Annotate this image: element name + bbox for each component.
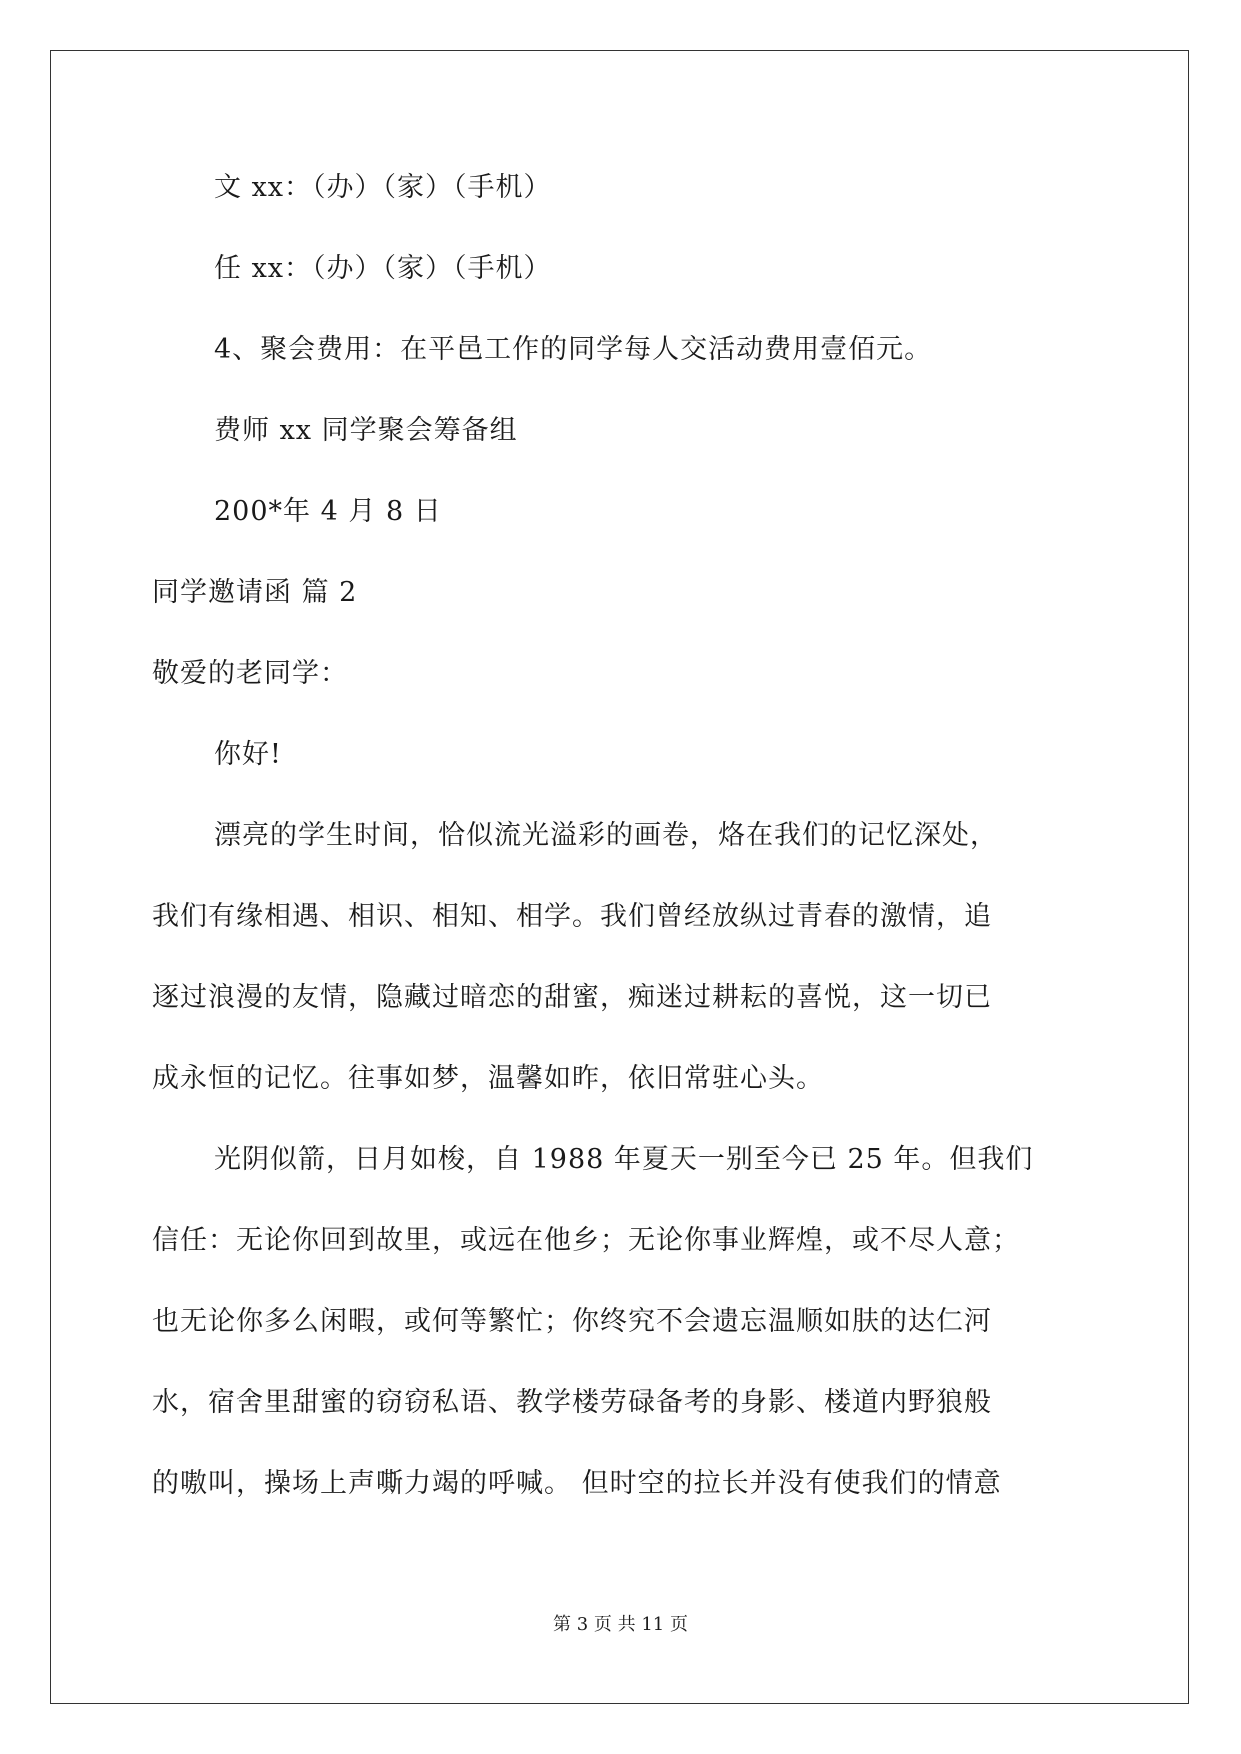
paragraph-line: 也无论你多么闲暇，或何等繁忙；你终究不会遗忘温顺如肤的达仁河 [152,1306,992,1337]
date-line: 200*年 4 月 8 日 [214,496,442,527]
paragraph-line: 我们有缘相遇、相识、相知、相学。我们曾经放纵过青春的激情，追 [152,901,992,932]
paragraph-line: 成永恒的记忆。往事如梦，温馨如昨，依旧常驻心头。 [152,1063,824,1094]
fee-line: 4、聚会费用：在平邑工作的同学每人交活动费用壹佰元。 [214,334,933,365]
section-heading: 同学邀请函 篇 2 [152,577,358,608]
salutation: 敬爱的老同学： [152,658,348,689]
organizer-line: 费师 xx 同学聚会筹备组 [214,415,518,446]
paragraph-line: 的嗷叫，操场上声嘶力竭的呼喊。 但时空的拉长并没有使我们的情意 [152,1468,1002,1499]
paragraph-line: 信任：无论你回到故里，或远在他乡；无论你事业辉煌，或不尽人意； [152,1225,1020,1256]
greeting: 你好! [214,739,282,770]
paragraph-line: 水，宿舍里甜蜜的窃窃私语、教学楼劳碌备考的身影、楼道内野狼般 [152,1387,992,1418]
paragraph-line: 逐过浪漫的友情，隐藏过暗恋的甜蜜，痴迷过耕耘的喜悦，这一切已 [152,982,992,1013]
paragraph-line: 漂亮的学生时间，恰似流光溢彩的画卷，烙在我们的记忆深处， [214,820,998,851]
page-number: 第 3 页 共 11 页 [553,1614,688,1635]
paragraph-line: 光阴似箭，日月如梭，自 1988 年夏天一别至今已 25 年。但我们 [214,1144,1034,1175]
document-body [152,168,1092,1545]
contact-line-ren: 任 xx：（办）（家）（手机） [214,253,552,284]
contact-line-wen: 文 xx：（办）（家）（手机） [214,172,552,203]
